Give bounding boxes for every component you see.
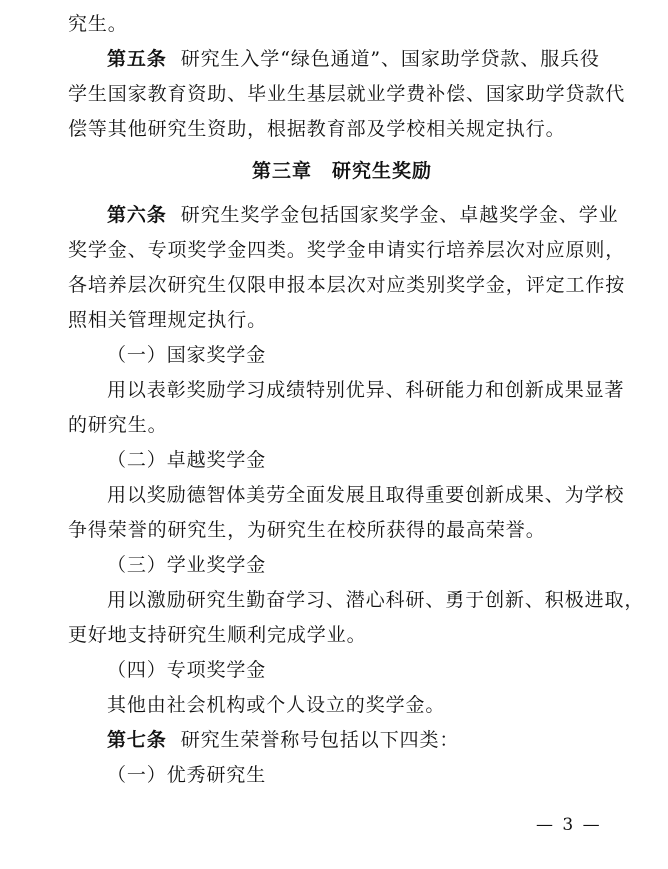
- article-6-first-line: [107, 203, 619, 227]
- paragraph-line: 的研究生。: [68, 414, 168, 436]
- paragraph-line: 用以激励研究生勤奋学习、潜心科研、勇于创新、积极进取，: [107, 589, 645, 611]
- paragraph-line: 照相关管理规定执行。: [68, 309, 268, 331]
- paragraph-line: 更好地支持研究生顺利完成学业。: [68, 624, 367, 646]
- page-number: — 3 —: [536, 815, 602, 835]
- article-7-first-line: [107, 728, 459, 752]
- subsection-title: （四）专项奖学金: [107, 659, 267, 681]
- paragraph-line: 奖学金、专项奖学金四类。奖学金申请实行培养层次对应原则，: [68, 239, 626, 261]
- subsection-title: （一）国家奖学金: [107, 344, 267, 366]
- paragraph-line: 究生。: [68, 13, 128, 35]
- article-number: 第七条: [107, 729, 167, 751]
- paragraph-line: 用以表彰奖励学习成绩特别优异、科研能力和创新成果显著: [107, 379, 625, 401]
- paragraph-line: 争得荣誉的研究生，为研究生在校所获得的最高荣誉。: [68, 519, 546, 541]
- article-number: 第六条: [107, 204, 167, 226]
- article-number: 第五条: [107, 48, 167, 70]
- subsection-title: （一）优秀研究生: [107, 764, 267, 786]
- chapter-heading: 第三章 研究生奖励: [252, 160, 433, 182]
- subsection-title: （二）卓越奖学金: [107, 449, 267, 471]
- paragraph-text: 研究生入学“绿色通道”、国家助学贷款、服兵役: [180, 48, 600, 70]
- paragraph-line: 用以奖励德智体美劳全面发展且取得重要创新成果、为学校: [107, 484, 625, 506]
- paragraph-line: 其他由社会机构或个人设立的奖学金。: [107, 694, 446, 716]
- paragraph-line: 偿等其他研究生资助，根据教育部及学校相关规定执行。: [68, 118, 566, 140]
- paragraph-text: 研究生荣誉称号包括以下四类：: [180, 729, 460, 751]
- paragraph-line: 各培养层次研究生仅限申报本层次对应类别奖学金，评定工作按: [68, 274, 626, 296]
- article-5-first-line: [107, 47, 600, 71]
- paragraph-text: 研究生奖学金包括国家奖学金、卓越奖学金、学业: [180, 204, 619, 226]
- subsection-title: （三）学业奖学金: [107, 554, 267, 576]
- paragraph-line: 学生国家教育资助、毕业生基层就业学费补偿、国家助学贷款代: [68, 83, 626, 105]
